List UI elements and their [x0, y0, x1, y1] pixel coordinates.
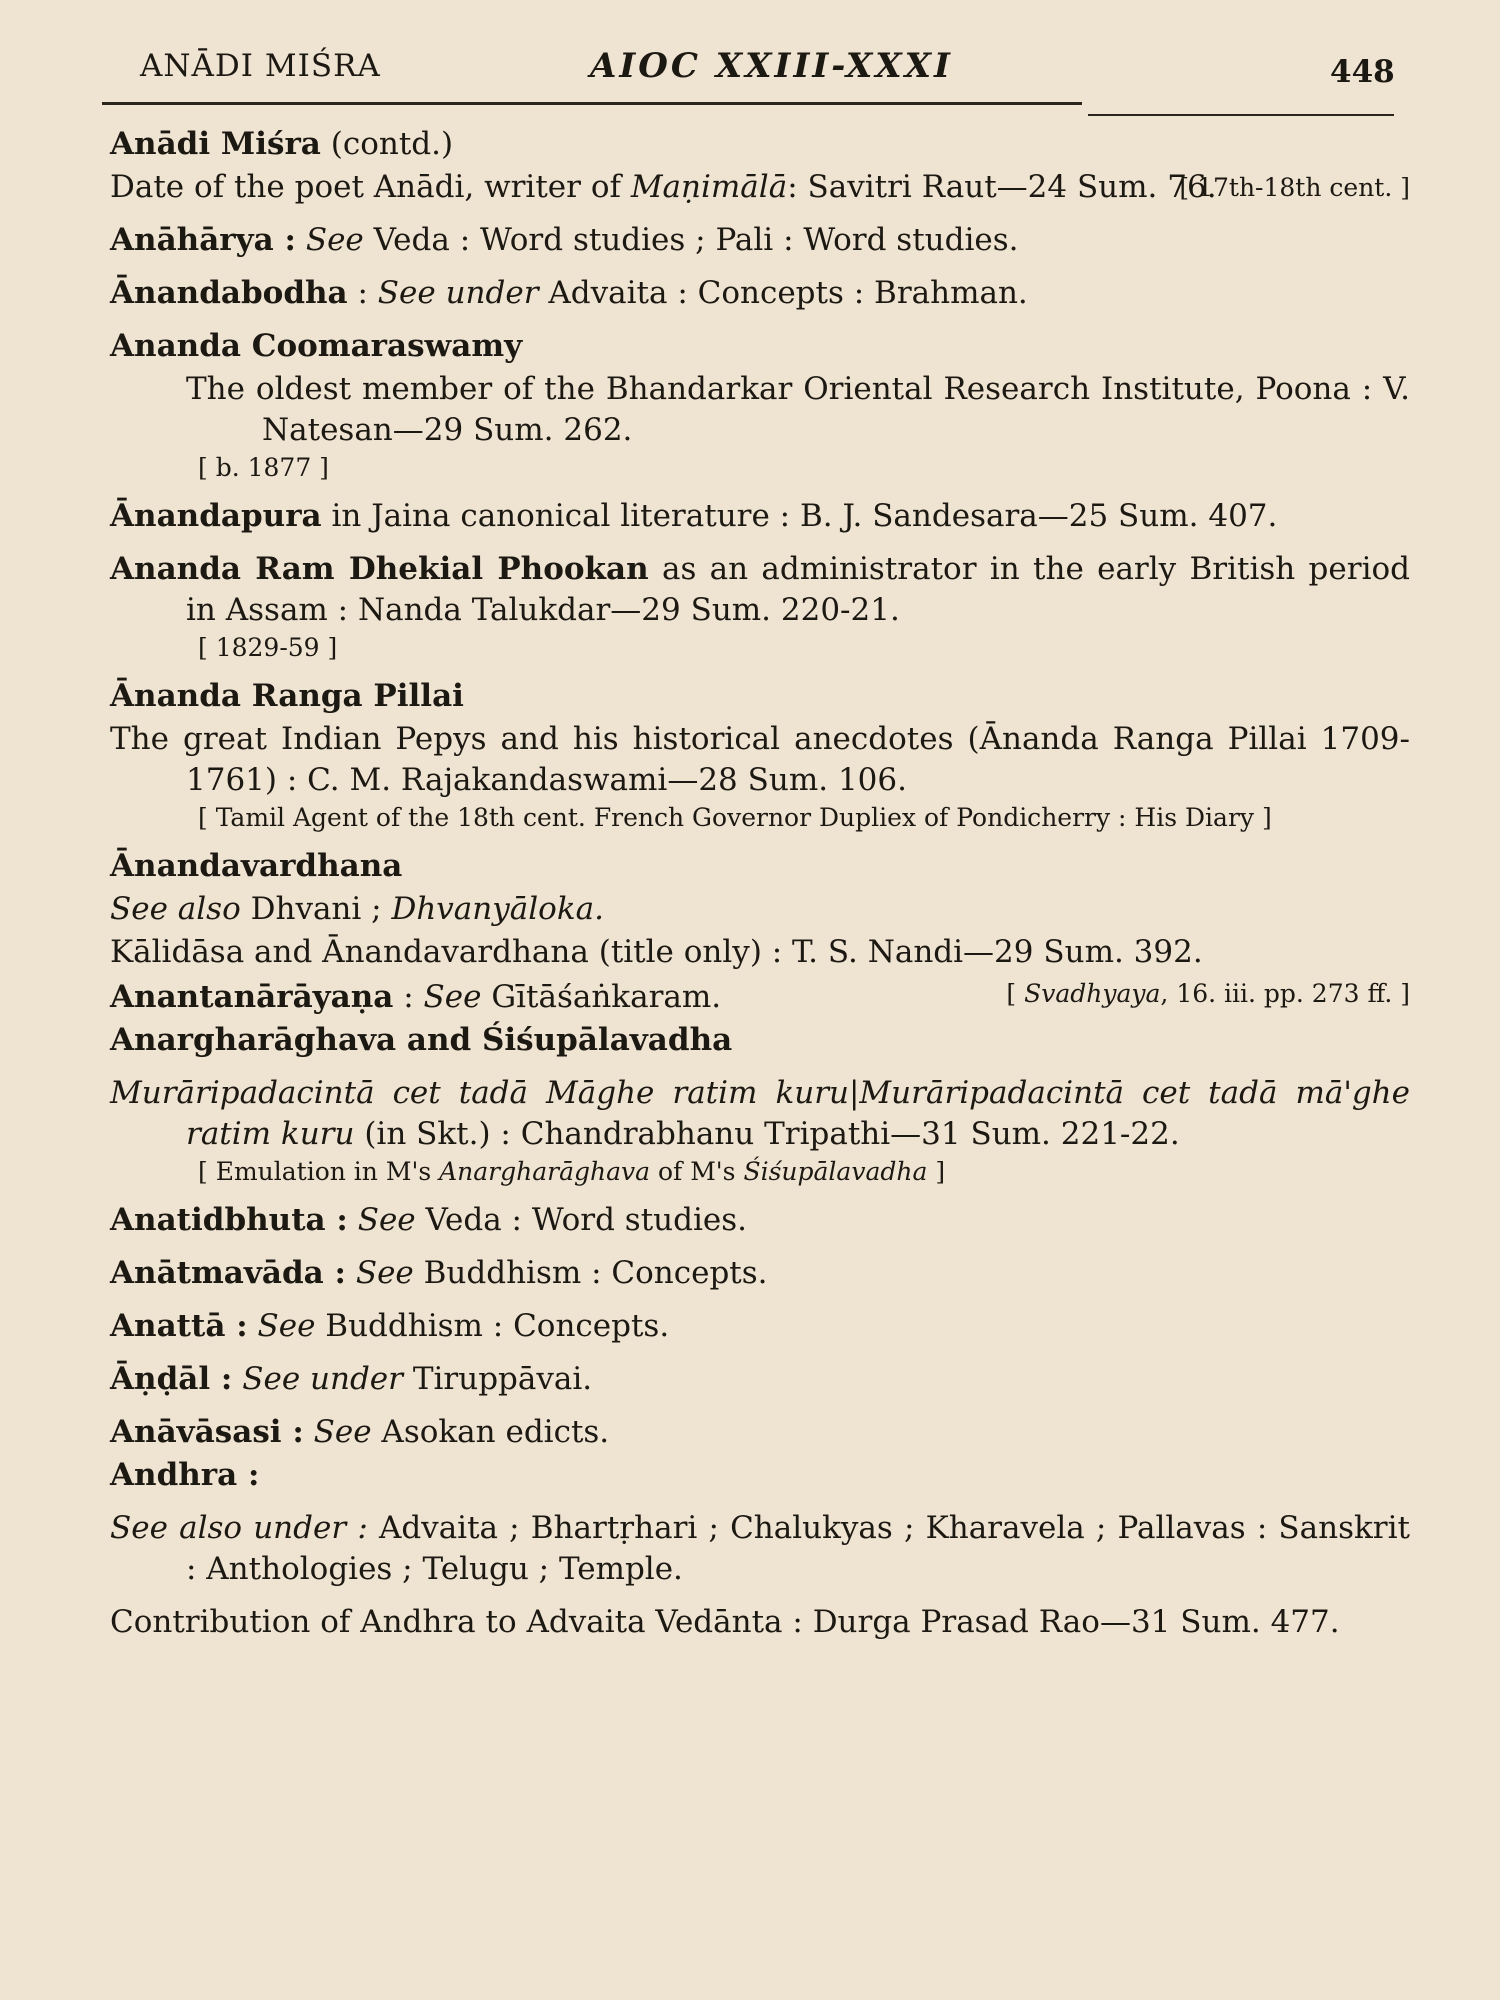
note-text: [ Emulation in M's [198, 1157, 440, 1186]
entry-anavasasi [110, 1412, 1410, 1453]
entry-ananda-ram-dhekial-phookan [110, 549, 1410, 631]
reference-target: Gītāśaṅkaram. [481, 979, 722, 1015]
work-title: Dhvanyāloka. [391, 891, 604, 927]
reference-target: Buddhism : Concepts. [413, 1255, 768, 1291]
entry-heading: Ananda Coomaraswamy [110, 328, 523, 364]
see-also-reference: See also [110, 891, 241, 927]
entry-heading: Anātmavāda : [110, 1255, 346, 1291]
see-also-line [110, 1508, 1410, 1590]
see-reference: See [357, 1202, 416, 1238]
entry-note: [ b. 1877 ] [198, 453, 329, 482]
header-rule [102, 102, 1082, 105]
entry-heading: Anargharāghava and Śiśupālavadha [110, 1022, 733, 1058]
entry-note: [ Tamil Agent of the 18th cent. French Governor Dupliex of Pondicherry : His Diary ] [198, 803, 1272, 832]
entry-heading: Anāhārya : [110, 222, 296, 258]
entry-heading: Anatidbhuta : [110, 1202, 348, 1238]
note-bracket: ] [927, 1157, 946, 1186]
entry-citation: Contribution of Andhra to Advaita Vedānta : Durga Prasad Rao—31 Sum. 477. [110, 1604, 1340, 1640]
entry-ananda-coomaraswamy [110, 326, 1410, 367]
entry-anatmavada [110, 1253, 1410, 1294]
separator: : [393, 979, 424, 1015]
see-reference: See [305, 222, 364, 258]
work-title: Śiśupālavadha [743, 1157, 928, 1186]
entry-anandapura [110, 496, 1410, 537]
entry-heading: Ānanda Ranga Pillai [110, 678, 464, 714]
entry-heading: Anattā : [110, 1308, 248, 1344]
entry-citation [110, 1073, 1410, 1155]
citation-text: Date of the poet Anādi, writer of [110, 169, 631, 205]
work-title: Murāripadacintā cet tadā Māghe ratim kuru|Murāripadacintā cet tadā mā'ghe ratim kuru [110, 1075, 1410, 1152]
header-left-title: ANĀDI MIŚRA [140, 48, 381, 84]
journal-title: Svadhyaya [1024, 979, 1161, 1008]
reference-target: Tiruppāvai. [402, 1361, 593, 1397]
entry-heading: Andhra : [110, 1457, 260, 1493]
header-rule-right [1088, 114, 1394, 116]
entry-note: [ 17th-18th cent. ] [1179, 173, 1410, 202]
entry-heading: Āṇḍāl : [110, 1361, 233, 1397]
citation-text: (in Skt.) : Chandrabhanu Tripathi—31 Sum. 221-22. [354, 1116, 1180, 1152]
entry-heading: Ananda Ram Dhekial Phookan [110, 551, 649, 587]
citation-text: : Savitri Raut—24 Sum. 76. [787, 169, 1217, 205]
reference-target: Buddhism : Concepts. [315, 1308, 670, 1344]
entry-heading: Anāvāsasi : [110, 1414, 304, 1450]
see-reference: See under [377, 275, 539, 311]
reference-target: Asokan edicts. [371, 1414, 610, 1450]
see-also-reference: See also under : [110, 1510, 368, 1546]
entry-anandabodha [110, 273, 1410, 314]
entry-heading: Anādi Miśra [110, 126, 321, 162]
entry-heading: Anantanārāyaṇa [110, 979, 394, 1015]
entry-anadi-misra [110, 124, 1410, 165]
entry-heading-suffix: (contd.) [320, 126, 454, 162]
citation-text: The oldest member of the Bhandarkar Oriental Research Institute, Poona : V. Natesan—29 Sum. 262. [186, 371, 1410, 448]
work-title: Anargharāghava [439, 1157, 651, 1186]
entry-anargharaghava [110, 1020, 1410, 1061]
index-entries [110, 122, 1410, 1643]
see-reference: See [257, 1308, 316, 1344]
note-text: , 16. iii. pp. 273 ff. [1160, 979, 1393, 1008]
entry-anaharya [110, 220, 1410, 261]
entry-andhra [110, 1455, 1410, 1496]
reference-target: Advaita ; Bhartṛhari ; Chalukyas ; Kharavela ; Pallavas : Sanskrit : Anthologies ; Telugu ; Temple. [186, 1510, 1410, 1587]
entry-note [110, 1155, 1410, 1188]
reference-target: Veda : Word studies ; Pali : Word studies. [363, 222, 1019, 258]
entry-heading: Ānandapura [110, 498, 322, 534]
header-series-title: AIOC XXIII-XXXI [590, 46, 953, 86]
see-reference: See under [242, 1361, 403, 1397]
citation-text: Kālidāsa and Ānandavardhana (title only) : T. S. Nandi—29 Sum. 392. [110, 934, 1203, 970]
entry-andal [110, 1359, 1410, 1400]
entry-ananda-ranga-pillai [110, 676, 1410, 717]
entry-citation [110, 369, 1410, 451]
citation-text: as an administrator in the early British period in Assam : Nanda Talukdar—29 Sum. 220-21. [186, 551, 1410, 628]
entry-note: [ 1829-59 ] [198, 633, 338, 662]
entry-anandavardhana [110, 846, 1410, 887]
running-header [0, 0, 1500, 120]
note-bracket: [ [1006, 979, 1025, 1008]
citation-text: in Jaina canonical literature : B. J. Sandesara—25 Sum. 407. [321, 498, 1278, 534]
separator: : [347, 275, 378, 311]
see-reference: See [313, 1414, 372, 1450]
note-bracket: ] [1392, 979, 1410, 1008]
entry-citation: The great Indian Pepys and his historical anecdotes (Ānanda Ranga Pillai 1709-1761) : C. M. Rajakandaswami—28 Sum. 106. [110, 721, 1410, 798]
see-also-line [110, 889, 1410, 930]
see-reference: See [355, 1255, 414, 1291]
page-number: 448 [1330, 54, 1395, 90]
entry-heading: Ānandabodha [110, 275, 348, 311]
entry-note [1006, 973, 1410, 1014]
work-title: Maṇimālā [630, 169, 788, 205]
entry-anatta [110, 1306, 1410, 1347]
entry-heading: Ānandavardhana [110, 848, 403, 884]
entry-citation [110, 167, 1410, 208]
see-reference: See [423, 979, 482, 1015]
reference-target: Veda : Word studies. [415, 1202, 747, 1238]
note-text: of M's [650, 1157, 744, 1186]
reference-target: Dhvani ; [240, 891, 392, 927]
entry-anatidbhuta [110, 1200, 1410, 1241]
reference-target: Advaita : Concepts : Brahman. [538, 275, 1028, 311]
